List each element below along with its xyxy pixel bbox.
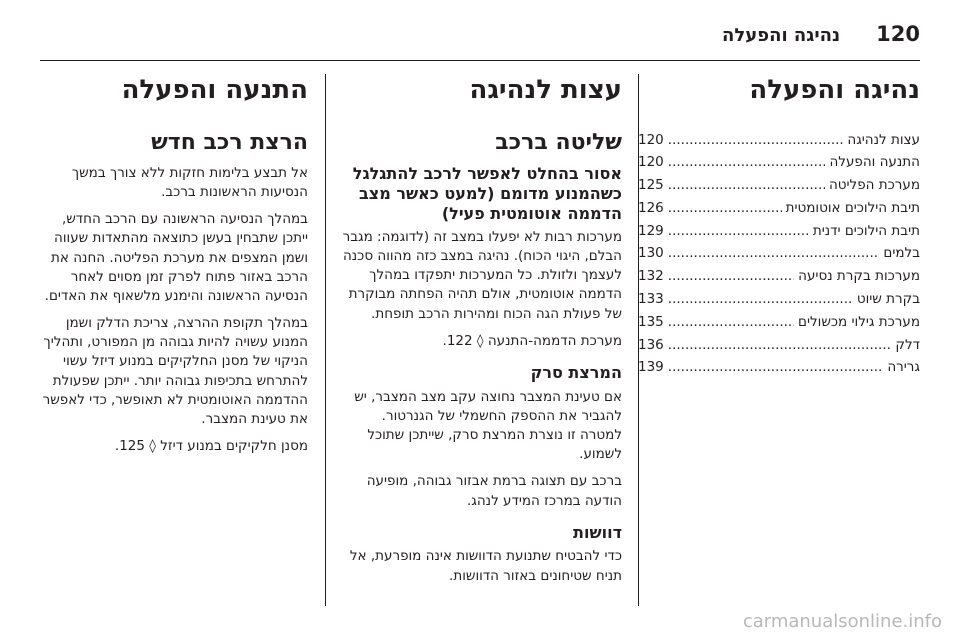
- toc-entry[interactable]: [638, 356, 920, 379]
- toc-entry-page: 130: [638, 245, 664, 262]
- section-title: התנעה והפעלה: [121, 75, 308, 105]
- toc-entry[interactable]: [638, 334, 920, 357]
- toc-entry-label: מערכות בקרת נסיעה: [798, 268, 920, 285]
- pedals-heading: דוושות: [573, 522, 622, 542]
- subsection-title: הרצת רכב חדש: [151, 129, 308, 155]
- header-rule: [40, 60, 920, 61]
- starting-column: [32, 74, 308, 464]
- toc-entry-label: תיבת הילוכים ידנית: [812, 222, 920, 239]
- toc-leader-dots: [668, 220, 809, 243]
- toc-entry-label: מערכת הפליטה: [828, 177, 920, 194]
- toc-entry[interactable]: [638, 129, 920, 152]
- toc-entry[interactable]: [638, 220, 920, 243]
- toc-entry[interactable]: [638, 174, 920, 197]
- toc-leader-dots: [668, 129, 844, 152]
- toc-entry[interactable]: [638, 311, 920, 334]
- subsection-title: שליטה ברכב: [495, 129, 622, 155]
- paragraph: אל תבצע בלימות חזקות ללא צורך במשך הנסיעות הראשונות ברכב.: [71, 165, 308, 201]
- toc-entry[interactable]: [638, 242, 920, 265]
- toc-entry-page: 125: [638, 177, 664, 194]
- toc-entry-page: 136: [638, 336, 664, 353]
- toc-leader-dots: [668, 151, 826, 174]
- toc-entry-page: 132: [638, 268, 664, 285]
- toc-entry-label: גרירה: [887, 359, 920, 376]
- toc-column: [638, 74, 920, 379]
- warning-heading: אסור בהחלט לאפשר לרכב להתגלגל כשהמנוע מדומם (למעט כאשר מצב הדממה אוטומטית פעיל): [352, 164, 622, 223]
- toc-entry-page: 120: [638, 131, 664, 148]
- toc-entry-label: מערכת גילוי מכשולים: [798, 313, 920, 330]
- section-title: עצות לנהיגה: [469, 75, 622, 105]
- toc-leader-dots: [668, 311, 794, 334]
- toc-leader-dots: [668, 334, 892, 357]
- toc-entry-label: התנעה והפעלה: [829, 154, 920, 171]
- page-number: 120: [876, 22, 920, 46]
- toc-entry-page: 133: [638, 291, 664, 308]
- toc-entry[interactable]: [638, 151, 920, 174]
- driving-tips-column: [342, 74, 622, 594]
- table-of-contents: [638, 129, 920, 380]
- cross-reference: מערכת הדממה-התנעה ◊ 122.: [442, 332, 622, 349]
- paragraph: כדי להבטיח שתנועת הדוושות אינה מופרעת, אל תניח שטיחונים באזור הדוושות.: [349, 548, 622, 584]
- toc-entry[interactable]: [638, 265, 920, 288]
- toc-entry-page: 139: [638, 359, 664, 376]
- idle-boost-heading: המרצת סרק: [530, 362, 622, 382]
- toc-leader-dots: [668, 356, 884, 379]
- paragraph: אם טעינת המצבר נחוצה עקב מצב המצבר, יש להגביר את ההספק החשמלי של הגנרטור. למטרה זו נוצרת המרצת סרק, שייתכן שתוכל לשמוע.: [354, 388, 622, 463]
- toc-entry-page: 126: [638, 199, 664, 216]
- toc-leader-dots: [668, 288, 853, 311]
- toc-entry-page: 120: [638, 154, 664, 171]
- toc-leader-dots: [668, 197, 782, 220]
- cross-reference: מסנן חלקיקים במנוע דיזל ◊ 125.: [114, 438, 308, 455]
- toc-leader-dots: [668, 174, 825, 197]
- column-divider: [325, 74, 326, 606]
- paragraph: מערכות רבות לא יפעלו במצב זה (לדוגמה: מגבר הבלם, היגוי הכוח). נהיגה במצב כזה מהווה סכנה לעצמך ולזולת. כל המערכות יתפקדו במהלך הדממה אוטומטית, אולם תהיה הפחתה מבוקרת של פעולת הגה הכוח ומהירות הרכב תופחת.: [342, 229, 622, 322]
- paragraph: ברכב עם תצוגה ברמת אבזור גבוהה, מופיעה הודעה במרכז המידע לנהג.: [366, 473, 622, 509]
- chapter-title: נהיגה והפעלה: [749, 75, 920, 105]
- header-title: נהיגה והפעלה: [722, 25, 841, 46]
- paragraph: במהלך תקופת ההרצה, צריכת הדלק ושמן המנוע עשויה להיות גבוהה מן המפורט, ותהליך הניקוי של מסנן החלקיקים במנוע דיזל עשוי להתרחש בתכיפות גבוהה יותר. ייתכן שפעולת ההדממה האוטומטית לא תאופשר, כדי לאפשר את טעינת המצבר.: [42, 315, 308, 427]
- toc-entry-label: בלמים: [883, 245, 920, 262]
- toc-entry[interactable]: [638, 197, 920, 220]
- toc-leader-dots: [668, 265, 794, 288]
- watermark: carmanualsonline.info: [742, 611, 942, 632]
- toc-leader-dots: [668, 242, 880, 265]
- toc-entry-label: דלק: [895, 336, 920, 353]
- toc-entry-page: 129: [638, 222, 664, 239]
- toc-entry-label: עצות לנהיגה: [847, 131, 920, 148]
- page-header: [40, 16, 920, 46]
- toc-entry-label: תיבת הילוכים אוטומטית: [785, 199, 920, 216]
- toc-entry[interactable]: [638, 288, 920, 311]
- toc-entry-label: בקרת שיוט: [856, 291, 920, 308]
- paragraph: במהלך הנסיעה הראשונה עם הרכב החדש, ייתכן שתבחין בעשן כתוצאה מהתאדות שעווה ושמן המצפים את מערכת הפליטה. החנה את הרכב באזור פתוח לפרק זמן מסוים לאחר הנסיעה הראשונה והימנע מלשאוף את האדים.: [44, 211, 308, 304]
- toc-entry-page: 135: [638, 313, 664, 330]
